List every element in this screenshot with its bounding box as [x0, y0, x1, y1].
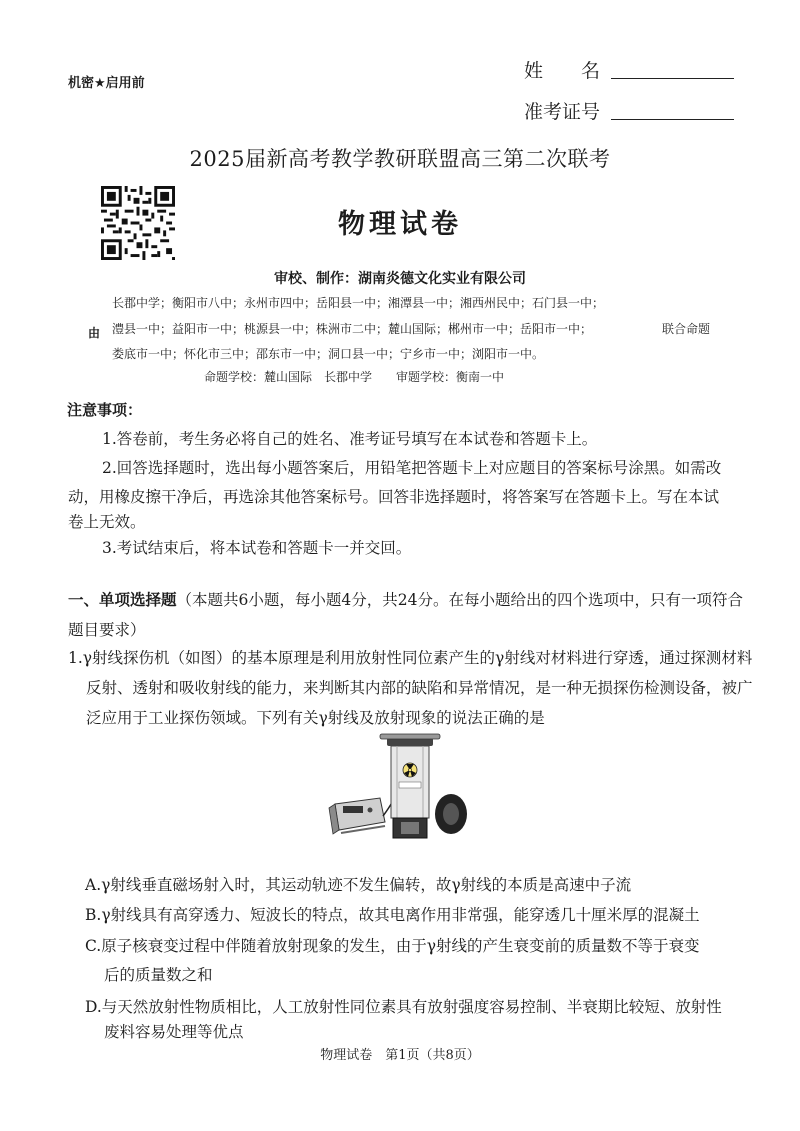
confidential-label: 机密★启用前	[68, 76, 145, 91]
question-1-stem: 1.γ射线探伤机（如图）的基本原理是利用放射性同位素产生的γ射线对材料进行穿透，通过探测材料反射、透射和吸收射线的能力，来判断其内部的缺陷和异常情况，是一种无损探伤检测设备，被广泛应用于工业探伤领域。下列有关γ射线及放射现象的说法正确的是	[68, 649, 753, 727]
option-d-line-2: 废料容易处理等优点	[104, 1023, 244, 1041]
schools-line-4: 命题学校：麓山国际 长郡中学 审题学校：衡南一中	[204, 370, 505, 384]
schools-suffix: 联合命题	[662, 322, 711, 336]
gamma-ray-detector-figure	[325, 730, 475, 848]
notes-item-1: 1.答卷前，考生务必将自己的姓名、准考证号填写在本试卷和答题卡上。	[102, 430, 598, 448]
notes-title: 注意事项：	[67, 401, 143, 419]
exam-title: 2025届新高考教学教研联盟高三第二次联考	[189, 147, 611, 171]
name-field-line	[611, 78, 734, 79]
section-1-title: 一、单项选择题	[68, 591, 177, 609]
option-d-line-1: D.与天然放射性物质相比，人工放射性同位素具有放射强度容易控制、半衰期比较短、放射性	[85, 998, 722, 1016]
schools-line-1: 长郡中学；衡阳市八中；永州市四中；岳阳县一中；湘潭县一中；湘西州民中；石门县一中；	[112, 296, 605, 310]
notes-item-2-line-1: 2.回答选择题时，选出每小题答案后，用铅笔把答题卡上对应题目的答案标号涂黑。如需改	[102, 459, 722, 477]
notes-item-2-line-2: 动，用橡皮擦干净后，再选涂其他答案标号。回答非选择题时，将答案写在答题卡上。写在本试	[68, 488, 720, 506]
schools-line-2: 澧县一中；益阳市一中；桃源县一中；株洲市二中；麓山国际；郴州市一中；岳阳市一中；	[112, 322, 593, 336]
notes-item-2-line-3: 卷上无效。	[68, 513, 146, 531]
exam-id-field-line	[611, 119, 734, 120]
exam-id-label: 准考证号	[524, 101, 601, 123]
option-b: B.γ射线具有高穿透力、短波长的特点，故其电离作用非常强，能穿透几十厘米厚的混凝土	[85, 906, 700, 924]
schools-prefix: 由	[88, 326, 101, 340]
schools-line-3: 娄底市一中；怀化市三中；邵东市一中；洞口县一中；宁乡市一中；浏阳市一中。	[112, 347, 545, 361]
page-footer: 物理试卷 第1页（共8页）	[320, 1048, 480, 1063]
option-a: A.γ射线垂直磁场射入时，其运动轨迹不发生偏转，故γ射线的本质是高速中子流	[85, 876, 632, 894]
option-c-line-2: 后的质量数之和	[104, 966, 213, 984]
notes-item-3: 3.考试结束后，将本试卷和答题卡一并交回。	[102, 539, 412, 557]
section-1-header	[68, 585, 748, 645]
name-label: 姓 名	[524, 60, 601, 82]
option-c-line-1: C.原子核衰变过程中伴随着放射现象的发生，由于γ射线的产生衰变前的质量数不等于衰变	[85, 937, 700, 955]
producer-line: 审校、制作：湖南炎德文化实业有限公司	[274, 271, 526, 287]
section-1-description: （本题共6小题，每小题4分，共24分。在每小题给出的四个选项中，只有一项符合题目要求）	[68, 591, 743, 639]
subject-title: 物理试卷	[338, 209, 462, 240]
